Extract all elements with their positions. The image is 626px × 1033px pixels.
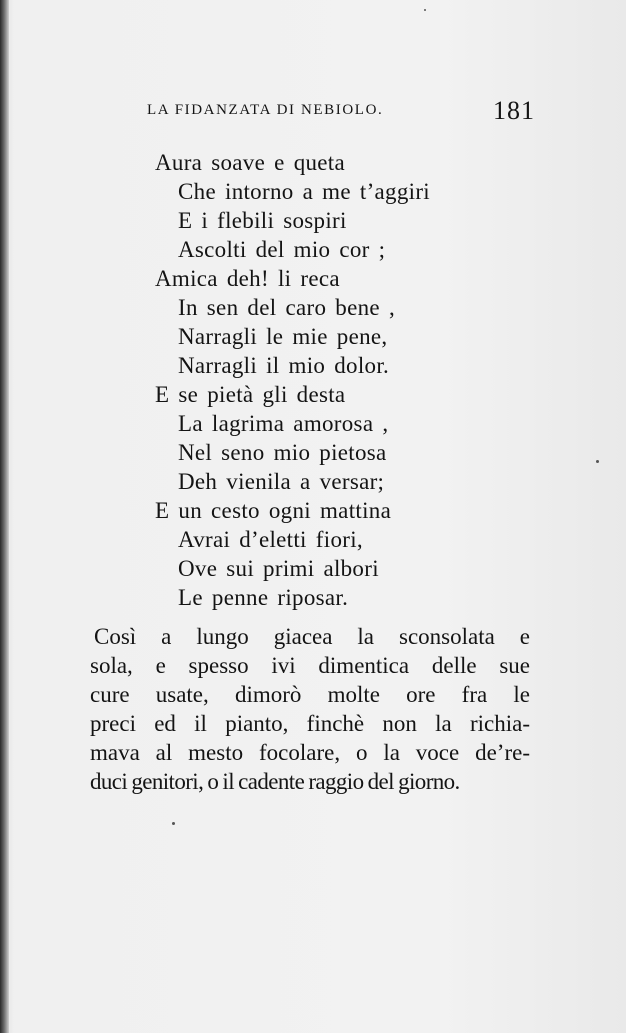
prose-line: mava al mesto focolare, o la voce de’re- (90, 740, 530, 765)
poem-line: Aura soave e queta (155, 150, 346, 175)
poem-line: Avrai d’eletti fiori, (178, 527, 363, 552)
page-number: 181 (493, 96, 535, 125)
poem-line: Che intorno a me t’aggiri (178, 179, 430, 204)
poem-line: E i flebili sospiri (178, 208, 347, 233)
paper-speck (172, 822, 175, 825)
paper-speck (424, 9, 426, 11)
running-head: LA FIDANZATA DI NEBIOLO. (147, 102, 384, 118)
prose-line: cure usate, dimorò molte ore fra le (90, 682, 530, 707)
poem-line: E se pietà gli desta (155, 382, 346, 407)
poem-line: Amica deh! li reca (155, 266, 340, 291)
poem-line: Le penne riposar. (178, 585, 349, 610)
poem-line: Narragli il mio dolor. (178, 353, 390, 378)
poem-line: Nel seno mio pietosa (178, 440, 387, 465)
paper-speck (596, 460, 599, 463)
poem-line: In sen del caro bene , (178, 295, 396, 320)
page-binding-edge (0, 0, 9, 1033)
poem-line: Narragli le mie pene, (178, 324, 388, 349)
prose-line: sola, e spesso ivi dimentica delle sue (90, 653, 530, 678)
prose-paragraph (90, 622, 530, 796)
prose-line: Così a lungo giacea la sconsolata e (94, 624, 530, 649)
page-header (147, 96, 535, 126)
poem-line: Ove sui primi albori (178, 556, 379, 581)
prose-line: duci genitori, o il cadente raggio del giorno. (90, 769, 460, 794)
poem-line: Ascolti del mio cor ; (178, 237, 386, 262)
poem-line: Deh vienila a versar; (178, 469, 385, 494)
prose-line: preci ed il pianto, finchè non la richia- (90, 711, 530, 736)
poem (155, 148, 535, 612)
poem-line: E un cesto ogni mattina (155, 498, 392, 523)
poem-line: La lagrima amorosa , (178, 411, 389, 436)
